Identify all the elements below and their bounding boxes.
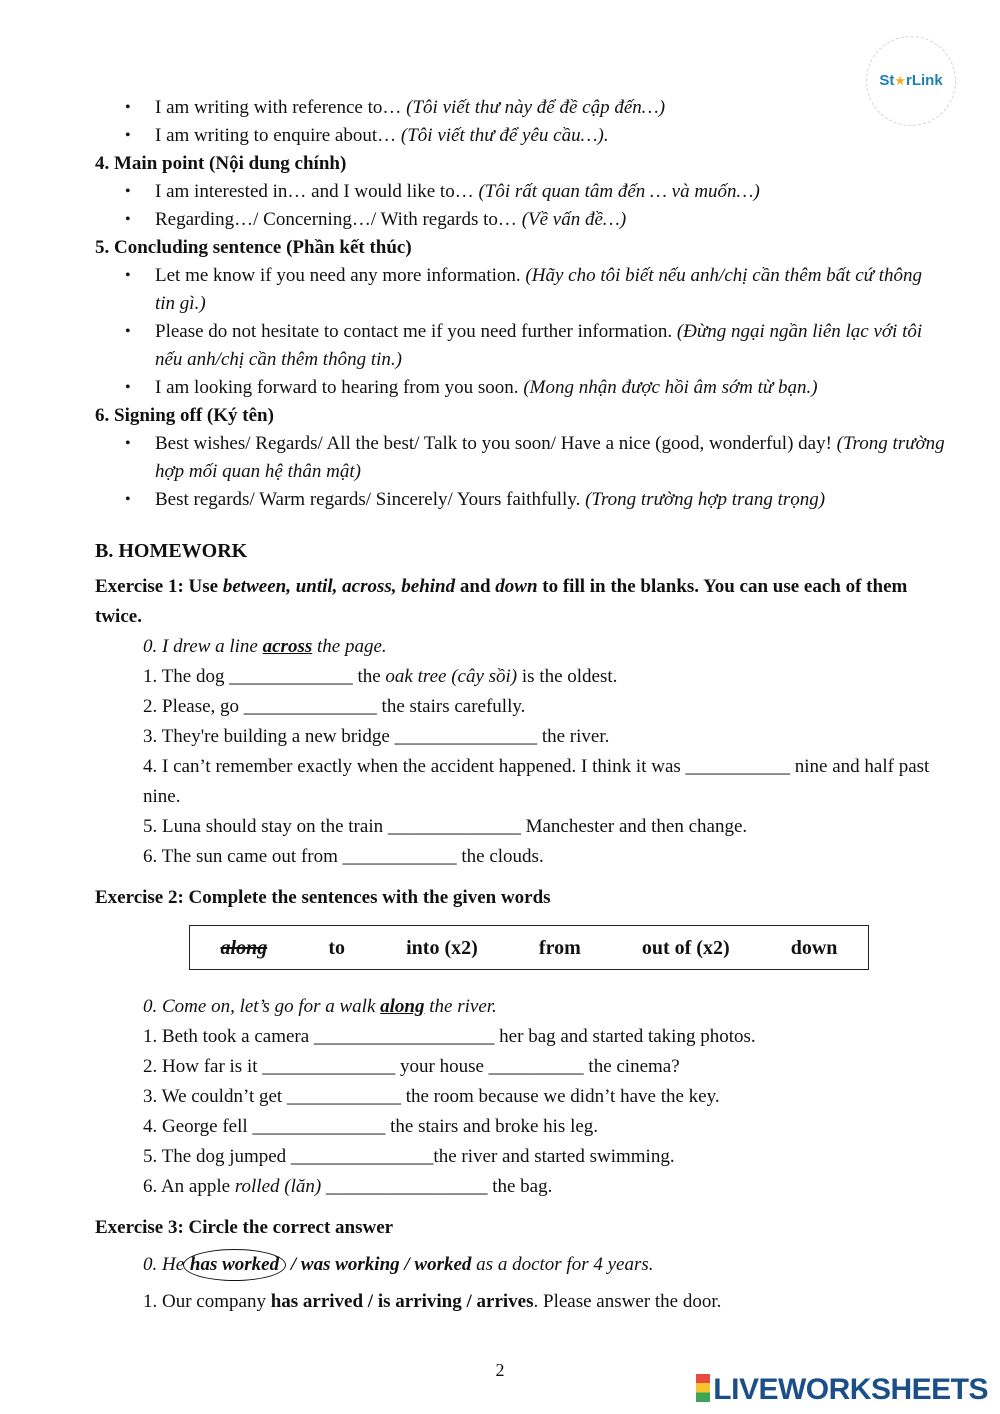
list-item: • Let me know if you need any more information. (Hãy cho tôi biết nếu anh/chị cần thêm bất cứ thông tin gì.) — [95, 262, 945, 318]
logo-text: rLink — [905, 72, 943, 89]
exercise-2-title: Exercise 2: Complete the sentences with the given words — [95, 887, 551, 908]
list-item: • Regarding…/ Concerning…/ With regards to… (Về vấn đề…) — [95, 206, 945, 234]
list-item: • Best wishes/ Regards/ All the best/ Talk to you soon/ Have a nice (good, wonderful) day! (Trong trường hợp mối quan hệ thân mật) — [95, 430, 945, 486]
list-item: • I am interested in… and I would like to… (Tôi rất quan tâm đến … và muốn…) — [95, 178, 945, 206]
homework-title: B. HOMEWORK — [95, 540, 248, 562]
question-4: 4. I can’t remember exactly when the accident happened. I think it was ___________ nine and half past nine. — [143, 756, 930, 807]
star-icon: ★ — [894, 73, 906, 88]
section-heading: 6. Signing off (Ký tên) — [95, 405, 274, 426]
word-box-item: out of (x2) — [641, 936, 730, 959]
phrases-section — [95, 94, 945, 514]
question-6: 6. The sun came out from ____________ the clouds. — [143, 846, 544, 867]
list-item: • Best regards/ Warm regards/ Sincerely/ Yours faithfully. (Trong trường hợp trang trọng) — [95, 486, 945, 514]
page-number: 2 — [495, 1360, 505, 1380]
circled-answer: has worked — [183, 1249, 286, 1281]
liveworksheets-logo: LIVEWORKSHEETS — [696, 1374, 988, 1404]
question-6: 6. An apple rolled (lăn) _________________ the bag. — [143, 1176, 553, 1197]
exercise-1-title: Exercise 1: Use between, until, across, behind and down to fill in the blanks. You can use each of them twice. — [95, 576, 908, 627]
section-heading: 4. Main point (Nội dung chính) — [95, 153, 347, 174]
word-box-item: along — [220, 936, 268, 959]
question-3: 3. They're building a new bridge _______________ the river. — [143, 726, 610, 747]
word-box-item: down — [790, 936, 838, 959]
word-box-item: into (x2) — [406, 936, 478, 959]
liveworksheets-icon — [696, 1374, 710, 1402]
exercise-2 — [95, 992, 945, 1202]
logo-text: St — [879, 72, 895, 89]
question-5: 5. The dog jumped _______________the river and started swimming. — [143, 1146, 675, 1167]
example-sentence: 0. Come on, let’s go for a walk along the river. — [143, 996, 497, 1017]
list-item: • Please do not hesitate to contact me if you need further information. (Đừng ngại ngần liên lạc với tôi nếu anh/chị cần thêm thông tin.) — [95, 318, 945, 374]
question-2: 2. Please, go ______________ the stairs carefully. — [143, 696, 526, 717]
section-heading: 5. Concluding sentence (Phần kết thúc) — [95, 237, 412, 258]
exercise-1 — [95, 572, 945, 872]
word-box — [189, 925, 869, 970]
word-box-item: from — [538, 936, 581, 959]
exercise-3-title: Exercise 3: Circle the correct answer — [95, 1217, 394, 1238]
question-1: 1. Beth took a camera ___________________ her bag and started taking photos. — [143, 1026, 756, 1047]
question-1: 1. Our company has arrived / is arriving / arrives. Please answer the door. — [143, 1291, 722, 1312]
list-item: • I am writing to enquire about… (Tôi viết thư để yêu cầu…). — [95, 122, 945, 150]
question-2: 2. How far is it ______________ your house __________ the cinema? — [143, 1056, 680, 1077]
example-sentence: 0. He has worked / was working / worked as a doctor for 4 years. — [95, 1249, 945, 1281]
word-box-item: to — [328, 936, 346, 959]
question-5: 5. Luna should stay on the train ______________ Manchester and then change. — [143, 816, 748, 837]
list-item: • I am looking forward to hearing from you soon. (Mong nhận được hồi âm sớm từ bạn.) — [95, 374, 945, 402]
exercise-3 — [95, 1249, 945, 1317]
question-1: 1. The dog _____________ the oak tree (cây sồi) is the oldest. — [143, 666, 618, 687]
question-4: 4. George fell ______________ the stairs and broke his leg. — [143, 1116, 599, 1137]
question-3: 3. We couldn’t get ____________ the room because we didn’t have the key. — [143, 1086, 720, 1107]
example-sentence: 0. I drew a line across the page. — [143, 636, 387, 657]
list-item: • I am writing with reference to… (Tôi viết thư này để đề cập đến…) — [95, 94, 945, 122]
